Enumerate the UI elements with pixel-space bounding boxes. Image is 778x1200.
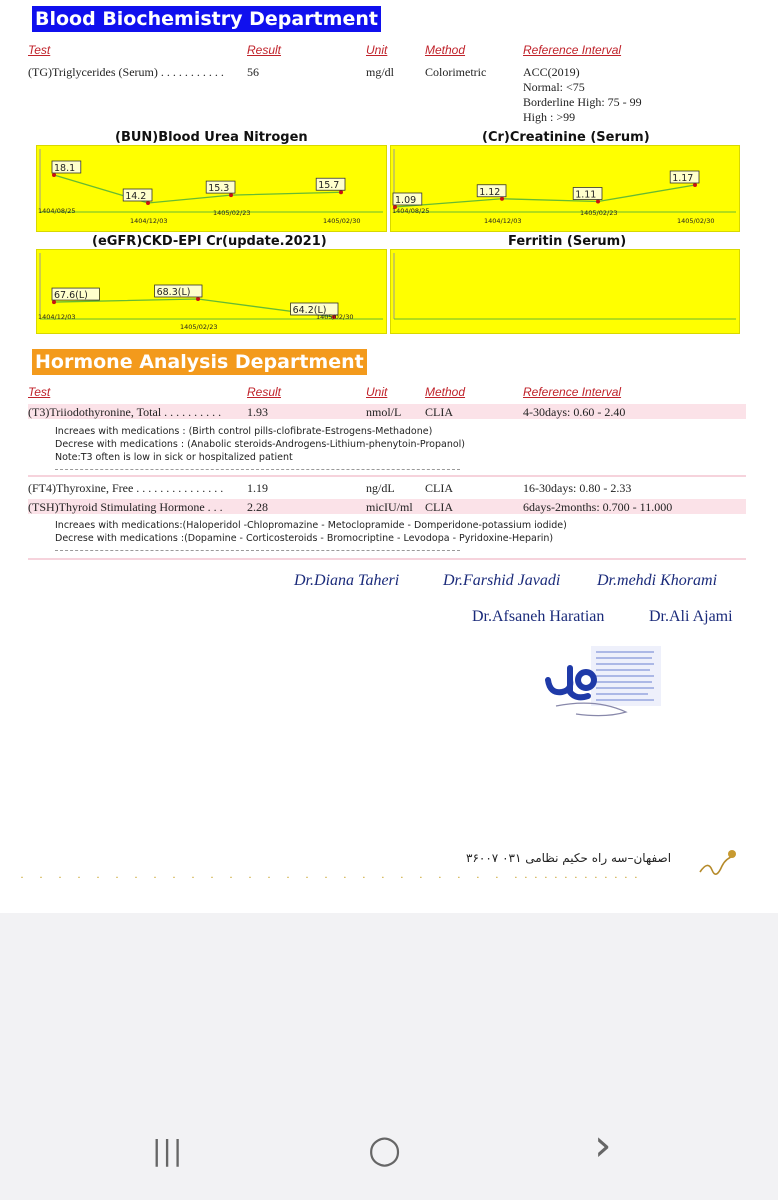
chart-svg <box>390 145 740 232</box>
doctor-name: Dr.Afsaneh Haratian <box>472 608 605 625</box>
tsh-result: 2.28 <box>247 500 268 514</box>
ft4-unit: ng/dL <box>366 481 395 495</box>
t3-result: 1.93 <box>247 405 268 419</box>
col-header-method: Method <box>425 43 466 57</box>
chart-data-label: 18.1 <box>54 163 76 174</box>
chart-svg <box>390 249 740 334</box>
t3-unit: nmol/L <box>366 405 402 419</box>
chart-title-bun: (BUN)Blood Urea Nitrogen <box>115 130 308 145</box>
chart-frame <box>391 250 740 334</box>
chart-data-label: 67.6(L) <box>54 290 88 302</box>
t3-note-increase: Increaes with medications : (Birth control pills-clofibrate-Estrogens-Methadone) <box>55 426 433 437</box>
ferritin-chart <box>390 249 740 334</box>
tg-unit: mg/dl <box>366 65 395 79</box>
tsh-test-name: (TSH)Thyroid Stimulating Hormone . . . <box>28 500 223 514</box>
chart-x-tick-label: 1404/12/03 <box>38 313 76 321</box>
ft4-reference: 16-30days: 0.80 - 2.33 <box>523 481 632 495</box>
section-divider <box>28 475 746 477</box>
hormone-col-header-unit: Unit <box>366 385 388 399</box>
chart-data-label: 1.17 <box>672 173 694 184</box>
tg-result: 56 <box>247 65 259 79</box>
tg-method: Colorimetric <box>425 65 487 79</box>
hormone-col-header-reference: Reference Interval <box>523 385 622 399</box>
chart-x-tick-label: 1404/08/25 <box>38 207 76 215</box>
tg-ref-2: Borderline High: 75 - 99 <box>523 95 642 109</box>
chart-series-line <box>54 175 341 203</box>
tg-ref-1: Normal: <75 <box>523 80 585 94</box>
chart-data-label: 64.2(L) <box>292 305 327 316</box>
chart-x-tick-label: 1405/02/23 <box>580 209 618 217</box>
section-divider-bottom <box>28 558 746 560</box>
col-header-reference: Reference Interval <box>523 43 622 57</box>
home-button[interactable]: ○ <box>368 1127 402 1171</box>
tsh-method: CLIA <box>425 500 453 514</box>
chart-x-tick-label: 1404/12/03 <box>130 217 168 225</box>
chart-data-label: 14.2 <box>125 191 147 202</box>
chart-svg <box>36 249 387 334</box>
tsh-unit: micIU/ml <box>366 500 413 514</box>
footer-ornament <box>698 846 740 880</box>
hormone-col-header-result: Result <box>247 385 282 399</box>
egfr-chart <box>36 249 387 334</box>
tsh-note-decrease: Decrese with medications :(Dopamine - Corticosteroids - Bromocriptine - Levodopa - Pyridoxine-Heparin) <box>55 533 554 544</box>
ft4-result: 1.19 <box>247 481 268 495</box>
chart-data-label: 15.7 <box>318 180 340 192</box>
doctor-name: Dr.Farshid Javadi <box>443 572 561 589</box>
chart-svg <box>36 145 387 232</box>
chart-data-label: 15.3 <box>208 183 230 195</box>
lab-address: اصفهان–سه راه حکیم نظامی ۰۳۱ ۳۶۰۰۷ <box>466 851 672 865</box>
creatinine-chart <box>390 145 740 232</box>
back-button[interactable]: › <box>594 1120 612 1171</box>
chart-x-tick-label: 1405/02/23 <box>180 323 218 331</box>
t3-method: CLIA <box>425 405 453 419</box>
chart-data-point <box>229 193 233 197</box>
recent-apps-button[interactable]: ||| <box>152 1134 184 1167</box>
chart-x-tick-label: 1405/02/30 <box>316 313 354 321</box>
t3-notes-divider <box>55 469 460 470</box>
col-header-test: Test <box>28 43 51 57</box>
chart-data-label: 68.3(L) <box>156 287 191 298</box>
bun-chart <box>36 145 387 232</box>
chart-data-point <box>339 190 343 194</box>
chart-data-label: 1.12 <box>479 186 501 198</box>
tg-ref-3: High : >99 <box>523 110 576 124</box>
chart-data-point <box>500 197 504 201</box>
chart-title-egfr: (eGFR)CKD-EPI Cr(update.2021) <box>92 234 327 249</box>
hormone-col-header-test: Test <box>28 385 51 399</box>
chart-x-tick-label: 1404/12/03 <box>484 217 522 225</box>
t3-test-name: (T3)Triiodothyronine, Total . . . . . . . . . . <box>28 405 222 419</box>
tg-test-name: (TG)Triglycerides (Serum) . . . . . . . . . . . <box>28 65 224 79</box>
ft4-test-name: (FT4)Thyroxine, Free . . . . . . . . . . . . . . . <box>28 481 224 495</box>
doctor-name: Dr.mehdi Khorami <box>597 572 718 589</box>
tsh-reference: 6days-2months: 0.700 - 11.000 <box>523 500 673 514</box>
lab-logo-stamp <box>536 640 666 722</box>
doctor-name: Dr.Ali Ajami <box>649 608 733 625</box>
col-header-unit: Unit <box>366 43 388 57</box>
chart-x-tick-label: 1404/08/25 <box>392 207 430 215</box>
t3-note-general: Note:T3 often is low in sick or hospitalized patient <box>55 452 293 463</box>
footer-dotted-line: · · · · · · · · · · · · · · · · · · · · · · · · · · ············· <box>20 870 644 884</box>
hormone-col-header-method: Method <box>425 385 466 399</box>
chart-title-ferritin: Ferritin (Serum) <box>508 234 627 249</box>
chart-data-label: 1.11 <box>575 189 597 201</box>
col-header-result: Result <box>247 43 282 57</box>
ft4-method: CLIA <box>425 481 453 495</box>
chart-data-point <box>693 183 697 187</box>
tsh-notes-divider <box>55 550 460 551</box>
chart-data-point <box>146 201 150 205</box>
t3-reference: 4-30days: 0.60 - 2.40 <box>523 405 626 419</box>
tg-ref-0: ACC(2019) <box>523 65 580 79</box>
chart-x-tick-label: 1405/02/30 <box>677 217 715 225</box>
chart-data-point <box>596 200 600 204</box>
chart-title-cr: (Cr)Creatinine (Serum) <box>482 130 650 145</box>
chart-data-point <box>196 297 200 301</box>
doctor-name: Dr.Diana Taheri <box>294 572 400 589</box>
hormone-dept-title: Hormone Analysis Department <box>32 349 367 375</box>
chart-x-tick-label: 1405/02/30 <box>323 217 361 225</box>
t3-note-decrease: Decrese with medications : (Anabolic steroids-Androgens-Lithium-phenytoin-Propanol) <box>55 439 466 450</box>
chart-data-label: 1.09 <box>395 195 417 206</box>
tsh-note-increase: Increaes with medications:(Haloperidol -Chlopromazine - Metoclopramide - Domperidone-potassium iodide) <box>55 520 567 531</box>
biochem-dept-title: Blood Biochemistry Department <box>32 6 381 32</box>
chart-x-tick-label: 1405/02/23 <box>213 209 251 217</box>
chart-series-line <box>395 185 695 207</box>
